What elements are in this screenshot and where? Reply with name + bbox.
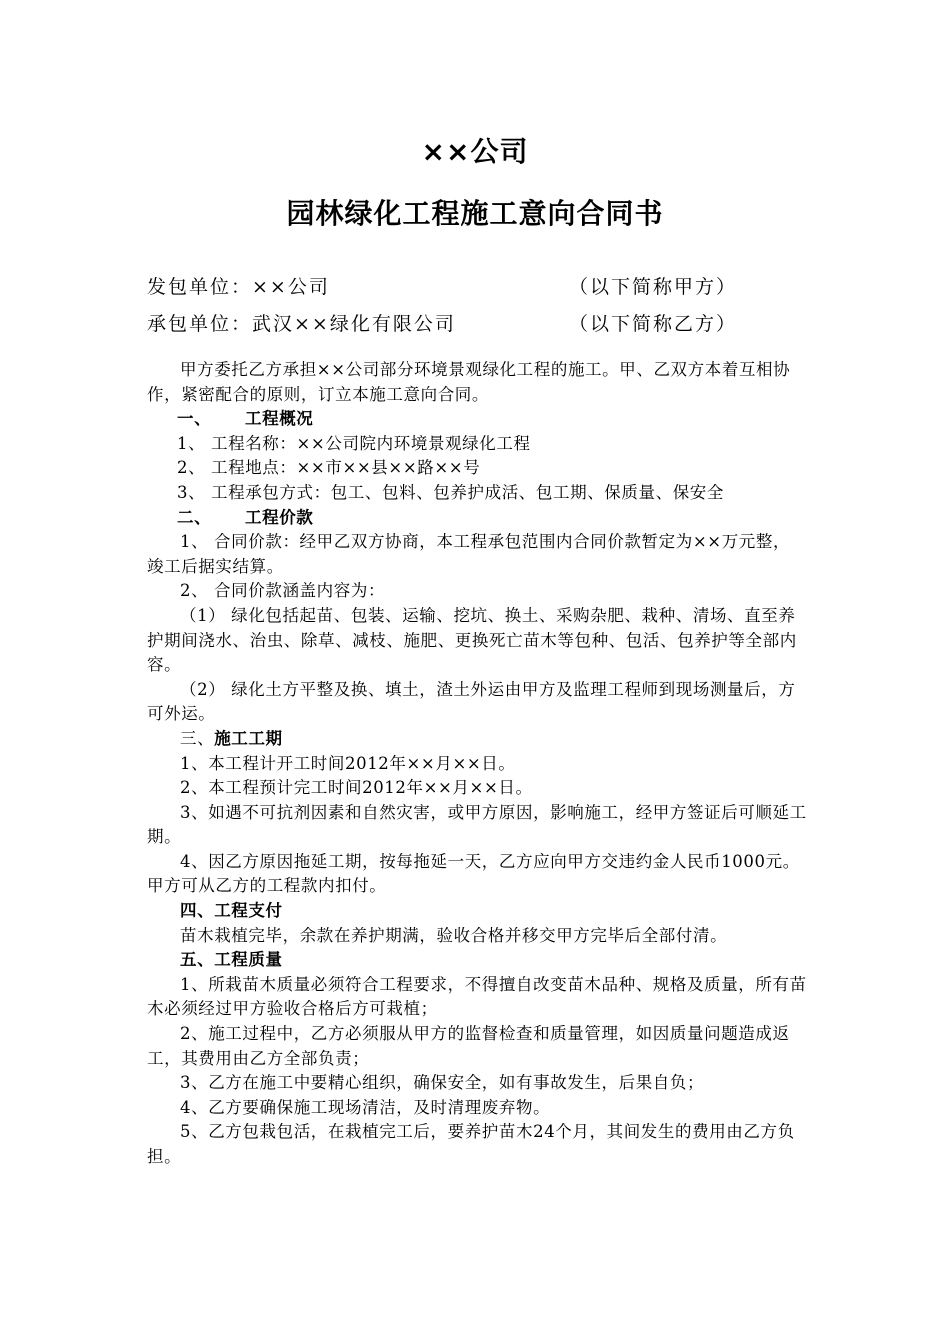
party-a-label: 发包单位： — [147, 276, 253, 298]
section-2-heading: 二、 工程价款 — [177, 507, 314, 527]
company-title: ××公司 — [421, 135, 529, 168]
section-1-item: 2、 工程地点：××市××县××路××号 — [177, 458, 481, 478]
section-2-item: 2、 合同价款涵盖内容为： — [180, 581, 386, 601]
party-a — [147, 272, 738, 299]
section-3-heading: 三、施工工期 — [180, 728, 283, 748]
contract-title: 园林绿化工程施工意向合同书 — [286, 197, 664, 230]
contract-body — [147, 358, 807, 1170]
section-3-item: 1、本工程计开工时间2012年××月××日。 — [180, 753, 516, 773]
section-3-item: 4、因乙方原因拖延工期，按每拖延一天，乙方应向甲方交违约金人民币1000元。甲方可从乙方的工程款内扣付。 — [147, 851, 800, 896]
section-4-text: 苗木栽植完毕，余款在养护期满，验收合格并移交甲方完毕后全部付清。 — [180, 925, 728, 945]
party-a-abbr: （以下简称甲方） — [569, 276, 738, 298]
party-b-name: 武汉××绿化有限公司 — [252, 313, 456, 335]
section-3-item: 3、如遇不可抗剂因素和自然灾害，或甲方原因，影响施工，经甲方签证后可顺延工期。 — [147, 802, 807, 847]
party-b — [147, 309, 738, 336]
section-1-heading: 一、 工程概况 — [177, 409, 314, 429]
party-a-name: ××公司 — [252, 276, 330, 298]
section-1-item: 3、 工程承包方式：包工、包料、包养护成活、包工期、保质量、保安全 — [177, 482, 724, 502]
party-b-label: 承包单位： — [147, 313, 253, 335]
section-2-item: 1、 合同价款：经甲乙双方协商，本工程承包范围内合同价款暂定为××万元整，竣工后据实结算。 — [147, 532, 791, 576]
section-1-item: 1、 工程名称：××公司院内环境景观绿化工程 — [177, 433, 531, 453]
section-5-heading: 五、工程质量 — [180, 950, 283, 970]
section-5-item: 5、乙方包栽包活，在栽植完工后，要养护苗木24个月，其间发生的费用由乙方负担。 — [147, 1122, 795, 1166]
section-4-heading: 四、工程支付 — [180, 901, 283, 921]
intro-paragraph: 甲方委托乙方承担××公司部分环境景观绿化工程的施工。甲、乙双方本着互相协作，紧密配合的原则，订立本施工意向合同。 — [147, 360, 791, 404]
section-5-item: 4、乙方要确保施工现场清洁，及时清理废弃物。 — [180, 1097, 551, 1117]
section-5-item: 1、所栽苗木质量必须符合工程要求，不得擅自改变苗木品种、规格及质量，所有苗木必须经过甲方验收合格后方可栽植； — [147, 974, 807, 1019]
section-5-item: 2、施工过程中，乙方必须服从甲方的监督检查和质量管理，如因质量问题造成返工，其费用由乙方全部负责； — [147, 1024, 790, 1068]
section-3-item: 2、本工程预计完工时间2012年××月××日。 — [180, 778, 533, 798]
section-2-subitem: （2） 绿化土方平整及换、填土，渣土外运由甲方及监理工程师到现场测量后，方可外运。 — [147, 679, 796, 724]
section-5-item: 3、乙方在施工中要精心组织，确保安全，如有事故发生，后果自负； — [180, 1073, 705, 1093]
section-2-subitem: （1） 绿化包括起苗、包装、运输、挖坑、换土、采购杂肥、栽种、清场、直至养护期间浇水、治虫、除草、减枝、施肥、更换死亡苗木等包种、包活、包养护等全部内容。 — [147, 605, 797, 675]
party-b-abbr: （以下简称乙方） — [569, 313, 738, 335]
